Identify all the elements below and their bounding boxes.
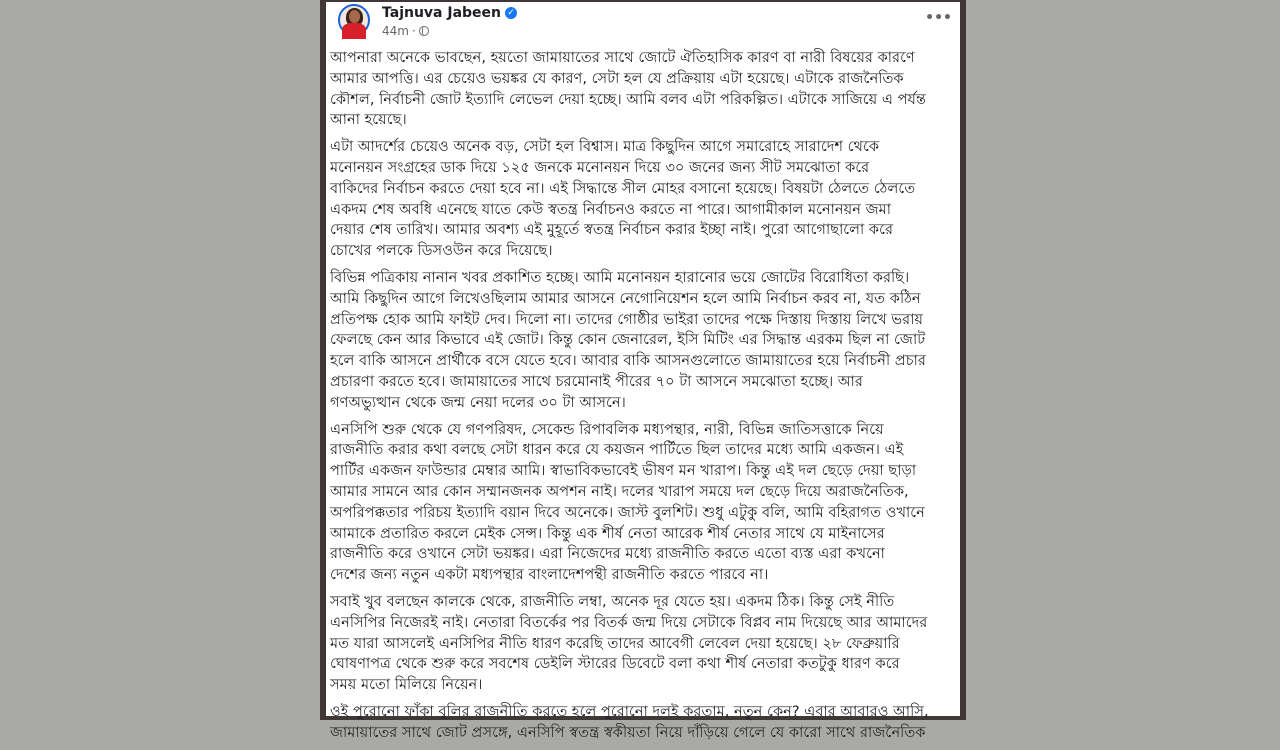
text-line: সময় মতো মিলিয়ে নিয়েন। [330, 676, 483, 694]
text-line: বাকিদের নির্বাচন করতে দেয়া হবে না। এই সিদ্ধান্তে সীল মোহর বসানো হয়েছে। বিষয়টা ঠেলতে ঠেলতে [330, 179, 916, 197]
post-meta [382, 24, 429, 38]
text-line: একদম শেষ অবধি এনেছে যাতে কেউ স্বতন্ত্র নির্বাচনও করতে না পারে। আগামীকাল মনোনয়ন জমা [330, 200, 891, 218]
post-paragraph [330, 420, 958, 586]
text-line: রাজনীতি করে ওখানে সেটা ভয়ঙ্কর। এরা নিজেদের মধ্যে রাজনীতি করতে এতো ব্যস্ত এরা কখনো [330, 545, 885, 563]
text-line: হলে বাকি আসনে প্রার্থীকে বসে যেতে হবে। আবার বাকি আসনগুলোতে জামায়াতের হয়ে নির্বাচনী প্রচার [330, 352, 926, 370]
text-line: গণঅভ্যুত্থান থেকে জন্ম নেয়া দলের ৩০ টা আসনে। [330, 393, 626, 411]
text-line: ফেলছে কেন আর কিভাবে এই জোট। কিন্তু কোন জেনারেল, ইসি মিটিং এর সিদ্ধান্ত এরকম ছিল না জোট [330, 331, 926, 349]
text-line: এটা আদর্শের চেয়েও অনেক বড়, সেটা হল বিশ্বাস। মাত্র কিছুদিন আগে সমারোহে সারাদেশ থেকে [330, 138, 880, 156]
text-line: আপনারা অনেকে ভাবছেন, হয়তো জামায়াতের সাথে জোটে ঐতিহাসিক কারণ বা নারী বিষয়ের কারণে [330, 49, 915, 66]
facebook-post-card [326, 2, 960, 741]
text-line: সবাই খুব বলছেন কালকে থেকে, রাজনীতি লম্বা, অনেক দূর যেতে হয়। একদম ঠিক। কিন্তু সেই নীতি [330, 592, 895, 610]
author-avatar[interactable] [338, 4, 370, 36]
text-line: প্রতিপক্ষ হোক আমি ফাইট দেব। দিলো না। তাদের গোষ্ঠীর ভাইরা তাদের পক্ষে দিস্তায় দিস্তায় লিখে ভরায় [330, 310, 924, 328]
verified-badge-icon: ✓ [505, 7, 517, 19]
post-header [332, 2, 954, 44]
meta-separator: · [411, 24, 416, 38]
avatar-body [342, 23, 366, 39]
text-line: পার্টির একজন ফাউন্ডার মেম্বার আমি। স্বাভাবিকভাবেই ভীষণ মন খারাপ। কিন্তু এই দল ছেড়ে দেয়া ছাড়া [330, 462, 917, 480]
text-line: আমার আপত্তি। এর চেয়েও ভয়ঙ্কর যে কারণ, সেটা হল যে প্রক্রিয়ায় এটা হয়েছে। এটাকে রাজনৈতিক [330, 69, 904, 87]
text-line: রাজনীতি করার কথা বলছে সেটা ধারন করে যে কয়জন পার্টিতে ছিল তাদের মধ্যে আমি একজন। এই [330, 441, 904, 459]
post-paragraph [330, 137, 958, 262]
text-line: আমার সামনে আর কোন সম্মানজনক অপশন নাই। দলের খারাপ সময়ে দল ছেড়ে দিয়ে অরাজনৈতিক, [330, 482, 909, 500]
post-paragraph [330, 702, 958, 744]
avatar-face [349, 10, 360, 23]
post-time[interactable]: 44m [382, 24, 409, 38]
text-line: আমাকে প্রতারিত করলে মেইক সেন্স। কিন্তু এক শীর্ষ নেতা আরেক শীর্ষ নেতার সাথে যে মাইনাসের [330, 524, 885, 542]
globe-icon[interactable] [419, 26, 429, 36]
author-name-row [382, 5, 517, 21]
text-line: আনা হয়েছে। [330, 111, 407, 129]
text-line: প্রচারণা করতে হবে। জামায়াতের সাথে চরমোনাই পীরের ৭০ টা আসনে সমঝোতা হচ্ছে। আর [330, 372, 863, 390]
text-line: দেশের জন্য নতুন একটা মধ্যপন্থার বাংলাদেশপন্থী রাজনীতি করতে পারবে না। [330, 566, 769, 584]
text-line: ওই পুরোনো ফাঁকা বুলির রাজনীতি করতে হলে পুরোনো দলই করতাম, নতুন কেন? এবার আবারও আসি, [330, 702, 929, 720]
text-line: বিভিন্ন পত্রিকায় নানান খবর প্রকাশিত হচ্ছে। আমি মনোনয়ন হারানোর ভয়ে জোটের বিরোধিতা করছি। [330, 268, 910, 286]
text-line: এনসিপি শুরু থেকে যে গণপরিষদ, সেকেন্ড রিপাবলিক মধ্যপন্থার, নারী, বিভিন্ন জাতিসত্তাকে নিয়ে [330, 420, 884, 438]
post-paragraph [330, 268, 958, 414]
text-line: কৌশল, নির্বাচনী জোট ইত্যাদি লেভেল দেয়া হচ্ছে। আমি বলব এটা পরিকল্পিত। এটাকে সাজিয়ে এ পর্যন্ত [330, 90, 926, 108]
text-line: এনসিপির নিজেরই নাই। নেতারা বিতর্কের পর বিতর্ক জন্ম দিয়ে সেটাকে বিপ্লব নাম দিয়েছে আর আমাদের [330, 613, 928, 631]
text-line: জামায়াতের সাথে জোট প্রসঙ্গে, এনসিপি স্বতন্ত্র স্বকীয়তা নিয়ে দাঁড়িয়ে গেলে যে কারো সাথে রাজনৈতিক [330, 723, 926, 741]
author-name[interactable]: Tajnuva Jabeen [382, 5, 502, 21]
text-line: মনোনয়ন সংগ্রহের ডাক দিয়ে ১২৫ জনকে মনোনয়ন দিয়ে ৩০ জনের জন্য সীট সমঝোতা করে [330, 158, 870, 176]
text-line: মত যারা আসলেই এনসিপির নীতি ধারণ করেছি তাদের আবেগী লেবেল দেয়া হয়েছে। ২৮ ফেব্রুয়ারি [330, 634, 900, 652]
more-options-button[interactable]: ••• [925, 10, 952, 26]
text-line: চোখের পলকে ডিসওউন করে দিয়েছে। [330, 242, 553, 260]
post-body-text [330, 48, 958, 750]
post-paragraph [330, 48, 958, 131]
text-line: অপরিপক্কতার পরিচয় ইত্যাদি বয়ান দিবে অনেকে। জাস্ট বুলশিট। শুধু এটুকু বলি, আমি বহিরাগত ওখানে [330, 503, 925, 521]
text-line: দেয়ার শেষ তারিখ। আমার অবশ্য এই মুহূর্তে স্বতন্ত্র নির্বাচন করার ইচ্ছা নাই। পুরো আগোছালো করে [330, 221, 894, 239]
text-line: ঘোষণাপত্র থেকে শুরু করে সবশেষ ডেইলি স্টারের ডিবেটে বলা কথা শীর্ষ নেতারা কতটুকু ধারণ করে [330, 655, 900, 673]
text-line: আমি কিছুদিন আগে লিখেওছিলাম আমার আসনে নেগোনিয়েশন হলে আমি নির্বাচন করব না, যত কঠিন [330, 289, 921, 307]
post-paragraph [330, 592, 958, 696]
